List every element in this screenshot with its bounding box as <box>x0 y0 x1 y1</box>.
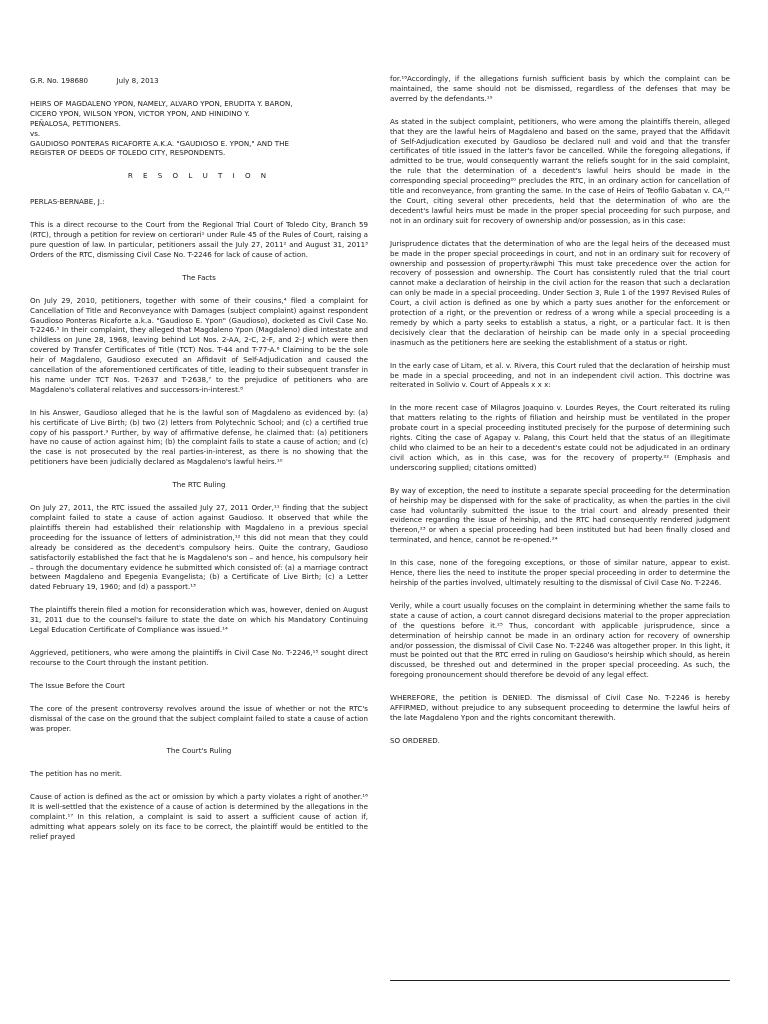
resolution-title: R E S O L U T I O N <box>127 171 271 181</box>
right-column <box>390 74 730 759</box>
paragraph: In this case, none of the foregoing exceptions, or those of similar nature, appear to exist. Hence, there lies the need to institute the proper special proceeding in order to determine the heirship of the parties involved, ultimately resulting to the dismissal of Civil Case No. T-2246. <box>390 558 730 587</box>
paragraph: By way of exception, the need to institute a separate special proceeding for the determination of heirship may be dispensed with for the sake of practicality, as when the parties in the civil case had voluntarily submitted the issue to the trial court and already presented their evidence regarding the issue of heirship, and the RTC had consequently rendered judgment thereon,²³ or when a special proceeding had been instituted but had been finally closed and terminated, and hence, cannot be re-opened.²⁴ <box>390 485 730 545</box>
paragraph: On July 29, 2010, petitioners, together with some of their cousins,⁴ filed a complaint for Cancellation of Title and Reconveyance with Damages (subject complaint) against respondent Gaudioso Ponteras Ricaforte a.k.a. "Gaudioso E. Ypon" (Gaudioso), docketed as Civil Case No. T-2246.⁵ In their complaint, they alleged that Magdaleno Ypon (Magdaleno) died intestate and childless on June 28, 1968, leaving behind Lot Nos. 2-AA, 2-C, 2-F, and 2-J which were then covered by Transfer Certificates of Title (TCT) Nos. T-44 and T-77-A.⁶ Claiming to be the sole heir of Magdaleno, Gaudioso executed an Affidavit of Self-Adjudication and caused the cancellation of the aforementioned certificates of title, leading to their subsequent transfer in his name under TCT Nos. T-2637 and T-2638,⁷ to the prejudice of petitioners who are Magdaleno's collateral relatives and successors-in-interest.⁸ <box>30 295 368 394</box>
petitioners-line: CICERO YPON, WILSON YPON, VICTOR YPON, AND HINIDINO Y. <box>30 108 250 118</box>
paragraph: On July 27, 2011, the RTC issued the assailed July 27, 2011 Order,¹¹ finding that the subject complaint failed to state a cause of action against Gaudioso. It observed that while the plaintiffs therein had established their relationship with Magdaleno in a previous special proceeding for the issuance of letters of administration,¹² this did not mean that they could already be considered as the decedent's compulsory heirs. Quite the contrary, Gaudioso satisfactorily established the fact that he is Magdaleno's son – and hence, his compulsory heir – through the documentary evidence he submitted which consisted of: (a) a marriage contract between Magdaleno and Epegenia Evangelista; (b) a Certificate of Live Birth; (c) a Letter dated February 19, 1960; and (d) a passport.¹³ <box>30 503 368 592</box>
left-column <box>30 76 368 855</box>
section-heading-rtc-ruling: The RTC Ruling <box>172 480 226 490</box>
decision-date: July 8, 2013 <box>116 76 159 85</box>
dispositive-paragraph: WHEREFORE, the petition is DENIED. The dismissal of Civil Case No. T-2246 is hereby AFFIRMED, without prejudice to any subsequent proceeding to determine the lawful heirs of the late Magdaleno Ypon and the rights concomitant therewith. <box>390 693 730 722</box>
block-quote: Jurisprudence dictates that the determination of who are the legal heirs of the deceased must be made in the proper special proceedings in court, and not in an ordinary suit for recovery of ownership and possession of property.răwphi This must take precedence over the action for recovery of possession and ownership. The Court has consistently ruled that the trial court cannot make a declaration of heirship in the civil action for the reason that such a declaration can only be made in a special proceeding. Under Section 3, Rule 1 of the 1997 Revised Rules of Court, a civil action is defined as one by which a party sues another for the enforcement or protection of a right, or the prevention or redress of a wrong while a special proceeding is a remedy by which a party seeks to establish a status, a right, or a particular fact. It is then decisively clear that the declaration of heirship can be made only in a special proceeding inasmuch as the petitioners here are seeking the establishment of a status or right. <box>390 238 730 347</box>
respondents-line: GAUDIOSO PONTERAS RICAFORTE A.K.A. "GAUDIOSO E. YPON," AND THE <box>30 138 289 148</box>
paragraph: In his Answer, Gaudioso alleged that he is the lawful son of Magdaleno as evidenced by: (a) his certificate of Live Birth; (b) two (2) letters from Polytechnic School; and (c) a certified true copy of his passport.⁹ Further, by way of affirmative defense, he claimed that: (a) petitioners have no cause of action against him; (b) the complaint fails to state a cause of action; and (c) the case is not prosecuted by the real parties-in-interest, as there is no showing that the petitioners have been judicially declared as Magdaleno's lawful heirs.¹⁰ <box>30 407 368 467</box>
paragraph: Aggrieved, petitioners, who were among the plaintiffs in Civil Case No. T-2246,¹⁵ sought direct recourse to the Court through the instant petition. <box>30 647 368 667</box>
case-header <box>30 76 368 86</box>
paragraph: Cause of action is defined as the act or omission by which a party violates a right of another.¹⁶ It is well-settled that the existence of a cause of action is determined by the allegations in the complaint.¹⁷ In this relation, a complaint is said to assert a sufficient cause of action if, admitting what appears solely on its face to be correct, the plaintiff would be entitled to the relief prayed <box>30 792 368 841</box>
case-caption <box>30 99 368 158</box>
section-heading-courts-ruling: The Court's Ruling <box>166 746 232 756</box>
petitioners-line: HEIRS OF MAGDALENO YPON, NAMELY, ALVARO YPON, ERUDITA Y. BARON, <box>30 98 293 108</box>
paragraph: The petition has no merit. <box>30 769 122 779</box>
case-number-line <box>30 76 368 86</box>
section-heading-facts: The Facts <box>182 272 216 282</box>
paragraph: This is a direct recourse to the Court from the Regional Trial Court of Toledo City, Branch 59 (RTC), through a petition for review on certiorari¹ under Rule 45 of the Rules of Court, raising a pure question of law. In particular, petitioners assail the July 27, 2011² and August 31, 2011³ Orders of the RTC, dismissing Civil Case No. T-2246 for lack of cause of action. <box>30 220 368 259</box>
paragraph: for.¹⁸Accordingly, if the allegations furnish sufficient basis by which the complaint can be maintained, the same should not be dismissed, regardless of the defenses that may be averred by the defendants.¹⁹ <box>390 74 730 103</box>
paragraph: Verily, while a court usually focuses on the complaint in determining whether the same fails to state a cause of action, a court cannot disregard decisions material to the proper appreciation of the questions before it.²⁵ Thus, concordant with applicable jurisprudence, since a determination of heirship cannot be made in an ordinary action for recovery of ownership and/or possession, the dismissal of Civil Case No. T-2246 was altogether proper. In this light, it must be pointed out that the RTC erred in ruling on Gaudioso's heirship which should, as herein discussed, be threshed out and determined in the proper special proceeding. As such, the foregoing pronouncement should therefore be devoid of any legal effect. <box>390 600 730 680</box>
respondents-line: REGISTER OF DEEDS OF TOLEDO CITY, RESPONDENTS. <box>30 148 226 158</box>
petitioners-line: PEÑALOSA, PETITIONERS. <box>30 118 121 128</box>
gr-number: G.R. No. 198680 <box>30 76 89 85</box>
paragraph: As stated in the subject complaint, petitioners, who were among the plaintiffs therein, alleged that they are the lawful heirs of Magdaleno and based on the same, prayed that the Affidavit of Self-Adjudication executed by Gaudioso be declared null and void and that the transfer certificates of title issued in the latter's favor be cancelled. While the foregoing allegations, if admitted to be true, would consequently warrant the reliefs sought for in the said complaint, the rule that the determination of a decedent's lawful heirs should be made in the corresponding special proceeding²⁰ precludes the RTC, in an ordinary action for cancellation of title and reconveyance, from granting the same. In the case of Heirs of Teofilo Gabatan v. CA,²¹ the Court, citing several other precedents, held that the determination of who are the decedent's lawful heirs must be made in the proper special proceeding for such purpose, and not in an ordinary suit for recovery of ownership and/or possession, as in this case: <box>390 116 730 225</box>
versus-label: vs. <box>30 128 41 138</box>
so-ordered: SO ORDERED. <box>390 735 440 745</box>
block-quote: In the more recent case of Milagros Joaquino v. Lourdes Reyes, the Court reiterated its ruling that matters relating to the rights of filiation and heirship must be ventilated in the proper probate court in a special proceeding instituted precisely for the purpose of determining such rights. Citing the case of Agapay v. Palang, this Court held that the status of an illegitimate child who claimed to be an heir to a decedent's estate could not be adjudicated in an ordinary civil action which, as in this case, was for the recovery of property.²² (Emphasis and underscoring supplied; citations omitted) <box>390 403 730 472</box>
ponente: PERLAS-BERNABE, J.: <box>30 197 105 207</box>
paragraph: The plaintiffs therein filed a motion for reconsideration which was, however, denied on August 31, 2011 due to the counsel's failure to state the date on which his Mandatory Continuing Legal Education Certificate of Compliance was issued.¹⁴ <box>30 605 368 635</box>
section-heading-issue: The Issue Before the Court <box>30 680 125 690</box>
paragraph: The core of the present controversy revolves around the issue of whether or not the RTC's dismissal of the case on the ground that the subject complaint failed to state a cause of action was proper. <box>30 703 368 733</box>
footnote-divider <box>390 980 730 981</box>
block-quote: In the early case of Litam, et al. v. Rivera, this Court ruled that the declaration of heirship must be made in a special proceeding, and not in an independent civil action. This doctrine was reiterated in Solivio v. Court of Appeals x x x: <box>390 360 730 390</box>
